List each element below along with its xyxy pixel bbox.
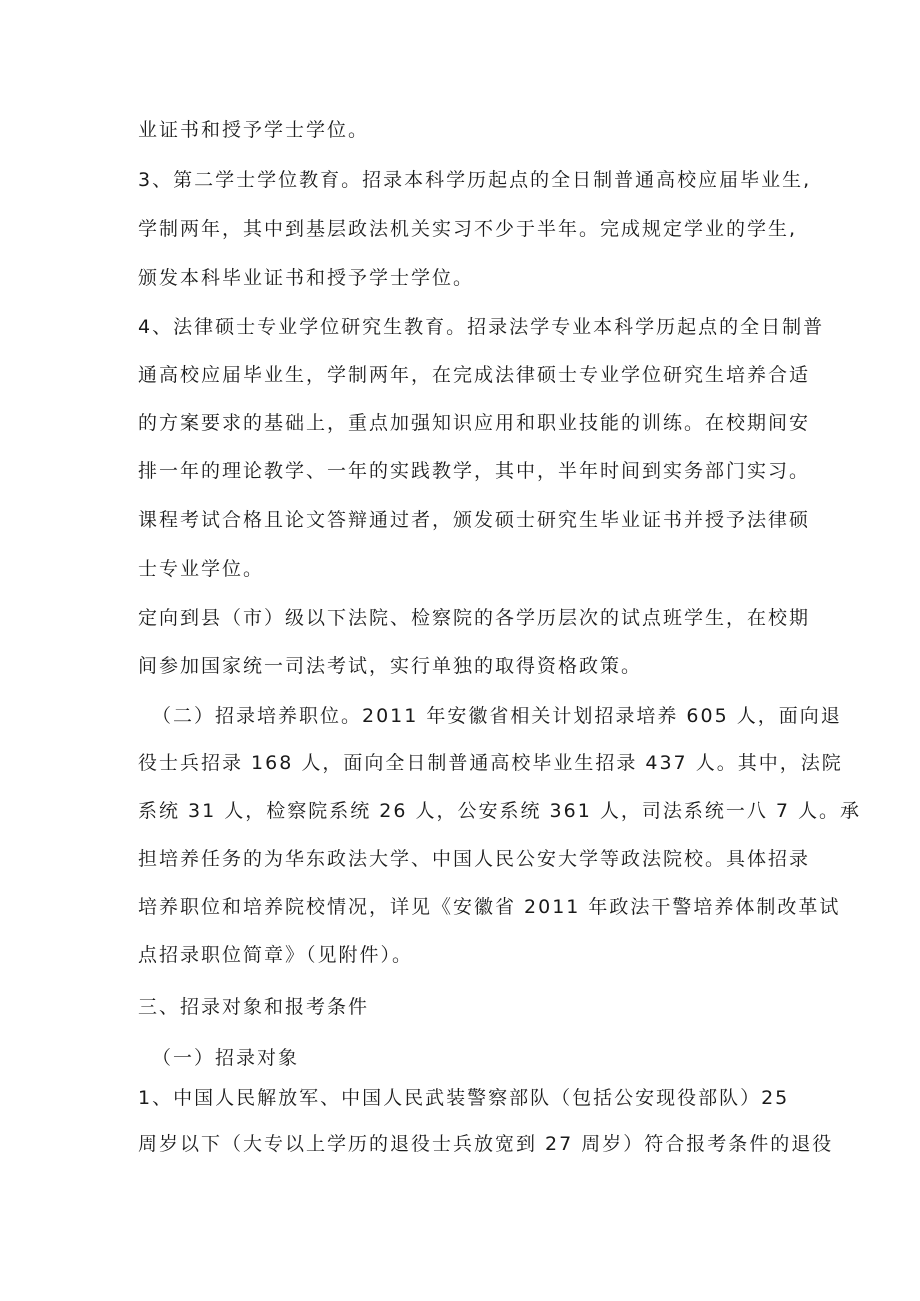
text-line-7: 的方案要求的基础上，重点加强知识应用和职业技能的训练。在校期间安 <box>138 412 811 434</box>
text-line-13: （二）招录培养职位。2011 年安徽省相关计划招录培养 605 人，面向退 <box>152 705 842 727</box>
text-line-8: 排一年的理论教学、一年的实践教学，其中，半年时间到实务部门实习。 <box>138 460 811 482</box>
text-line-17: 培养职位和培养院校情况，详见《安徽省 2011 年政法干警培养体制改革试 <box>138 896 841 918</box>
text-line-12: 间参加国家统一司法考试，实行单独的取得资格政策。 <box>138 655 643 677</box>
text-line-4: 颁发本科毕业证书和授予学士学位。 <box>138 267 475 289</box>
text-line-6: 通高校应届毕业生，学制两年，在完成法律硕士专业学位研究生培养合适 <box>138 364 811 386</box>
text-line-5: 4、法律硕士专业学位研究生教育。招录法学专业本科学历起点的全日制普 <box>138 316 825 338</box>
text-line-22: 周岁以下（大专以上学历的退役士兵放宽到 27 周岁）符合报考条件的退役 <box>138 1133 834 1155</box>
text-line-18: 点招录职位简章》（见附件）。 <box>138 944 414 966</box>
text-line-1: 业证书和授予学士学位。 <box>138 119 370 141</box>
text-line-11: 定向到县（市）级以下法院、检察院的各学历层次的试点班学生，在校期 <box>138 607 811 629</box>
text-line-15: 系统 31 人，检察院系统 26 人，公安系统 361 人，司法系统一八 7 人。承 <box>138 800 862 822</box>
subsection-heading: （一）招录对象 <box>152 1047 300 1069</box>
text-line-21: 1、中国人民解放军、中国人民武装警察部队（包括公安现役部队）25 <box>138 1087 790 1109</box>
text-line-3: 学制两年，其中到基层政法机关实习不少于半年。完成规定学业的学生, <box>138 218 798 240</box>
section-heading: 三、招录对象和报考条件 <box>138 996 370 1018</box>
text-line-2: 3、第二学士学位教育。招录本科学历起点的全日制普通高校应届毕业生, <box>138 169 812 191</box>
text-line-16: 担培养任务的为华东政法大学、中国人民公安大学等政法院校。具体招录 <box>138 848 811 870</box>
text-line-9: 课程考试合格且论文答辩通过者，颁发硕士研究生毕业证书并授予法律硕 <box>138 509 811 531</box>
text-line-14: 役士兵招录 168 人，面向全日制普通高校毕业生招录 437 人。其中，法院 <box>138 752 843 774</box>
text-line-10: 士专业学位。 <box>138 558 265 580</box>
